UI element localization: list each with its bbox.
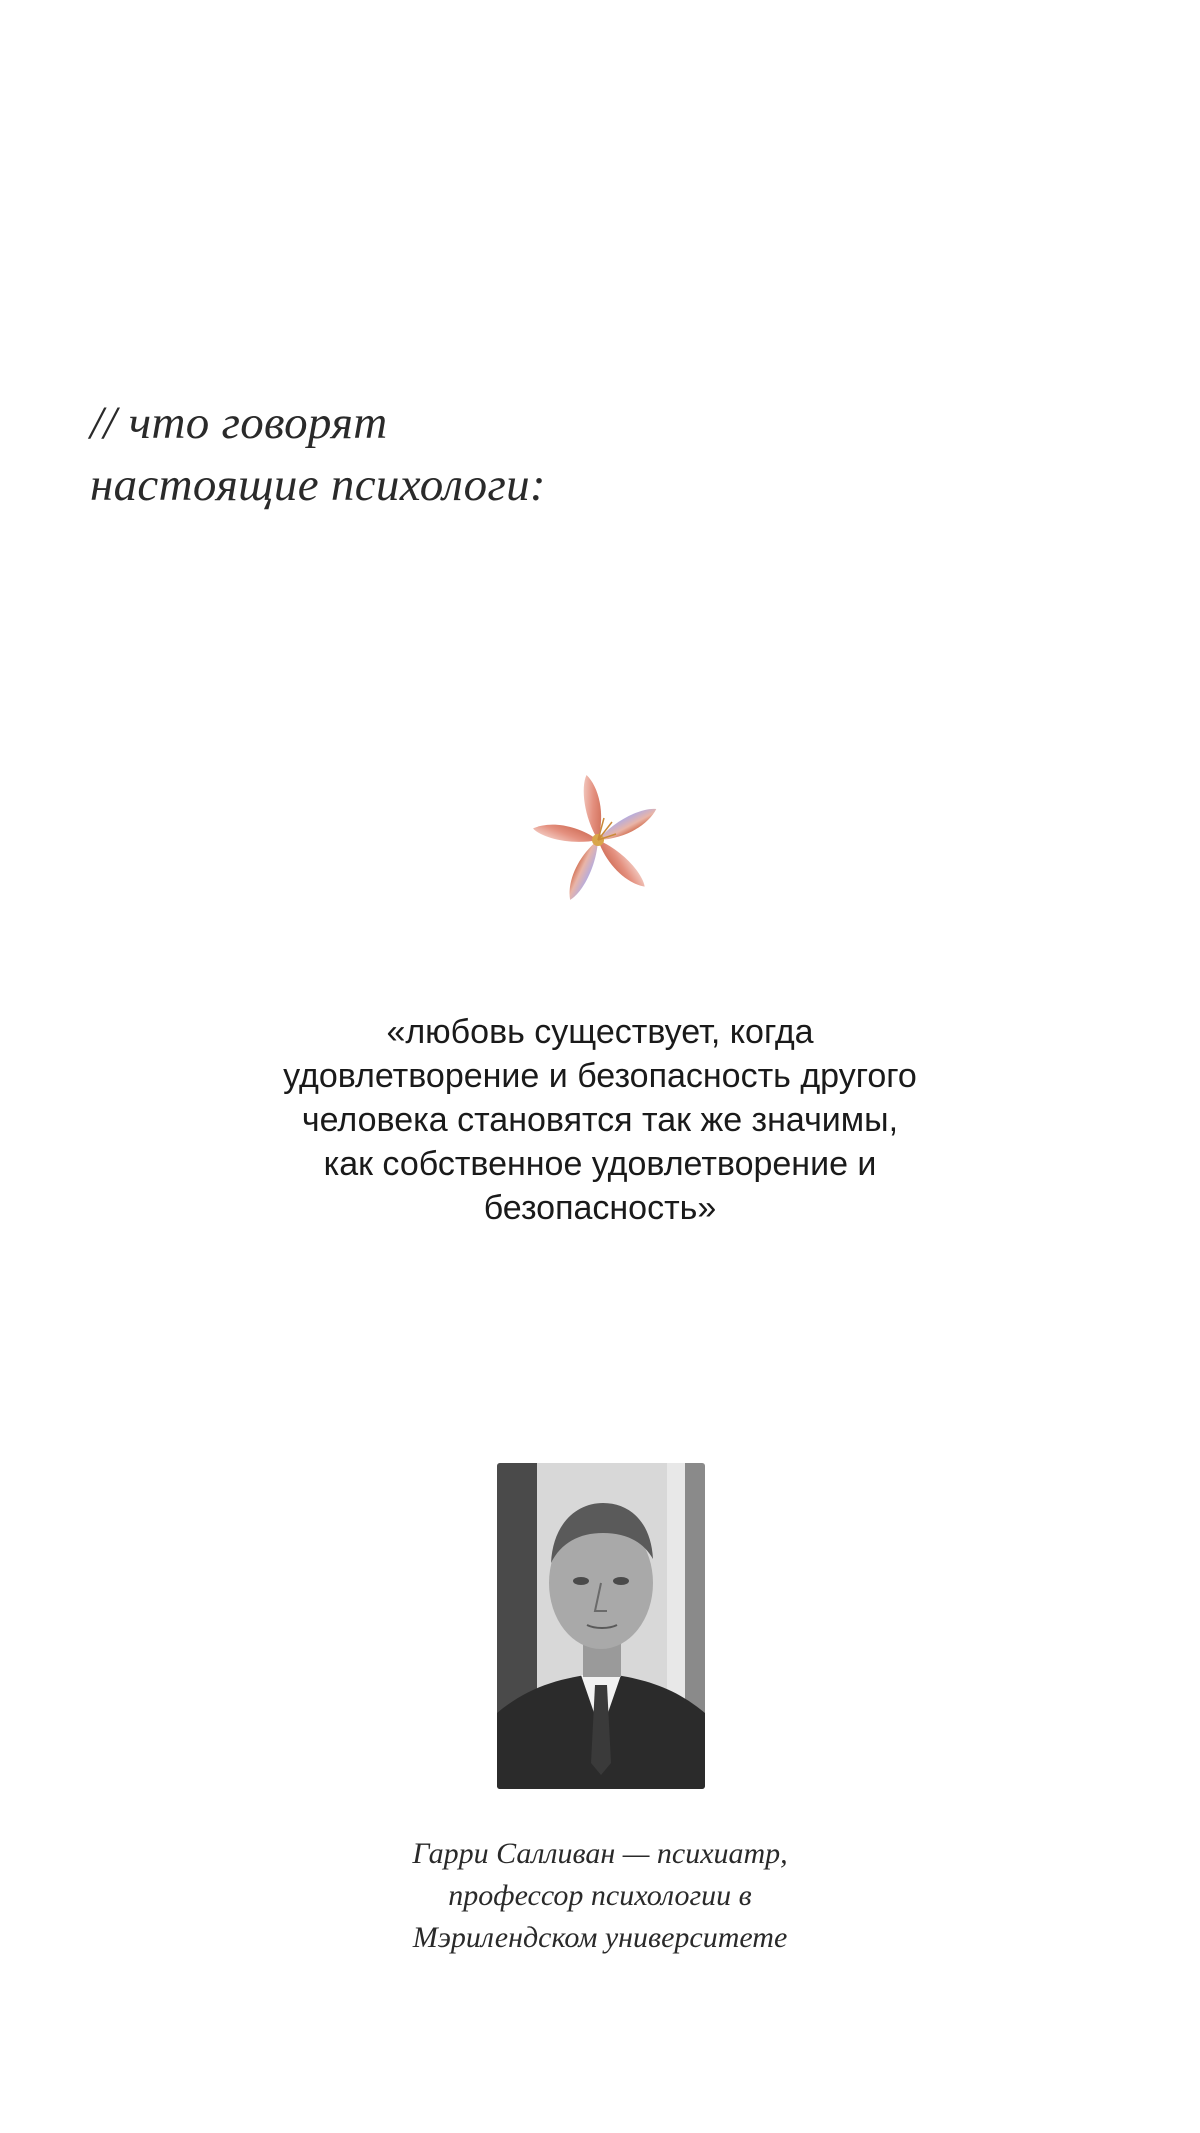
heading-line-1: // что говорят [90, 397, 388, 449]
portrait-illustration [497, 1463, 705, 1789]
quote-author-caption [250, 1833, 950, 1959]
page-heading [90, 392, 790, 516]
caption-line: Гарри Салливан — психиатр, [412, 1837, 788, 1870]
caption-line: Мэрилендском университете [412, 1921, 788, 1954]
quote-text [150, 1010, 1050, 1230]
heading-line-2: настоящие психологи: [90, 459, 546, 511]
quote-line: человека становятся так же значимы, [301, 1101, 899, 1139]
quote-line: удовлетворение и безопасность другого [283, 1057, 917, 1095]
lily-flower-icon [528, 770, 668, 910]
caption-line: профессор психологии в [448, 1879, 752, 1912]
portrait-photo [497, 1463, 705, 1789]
quote-line: «любовь существует, когда [386, 1013, 814, 1051]
quote-line: безопасность» [483, 1189, 717, 1227]
quote-line: как собственное удовлетворение и [323, 1145, 877, 1183]
